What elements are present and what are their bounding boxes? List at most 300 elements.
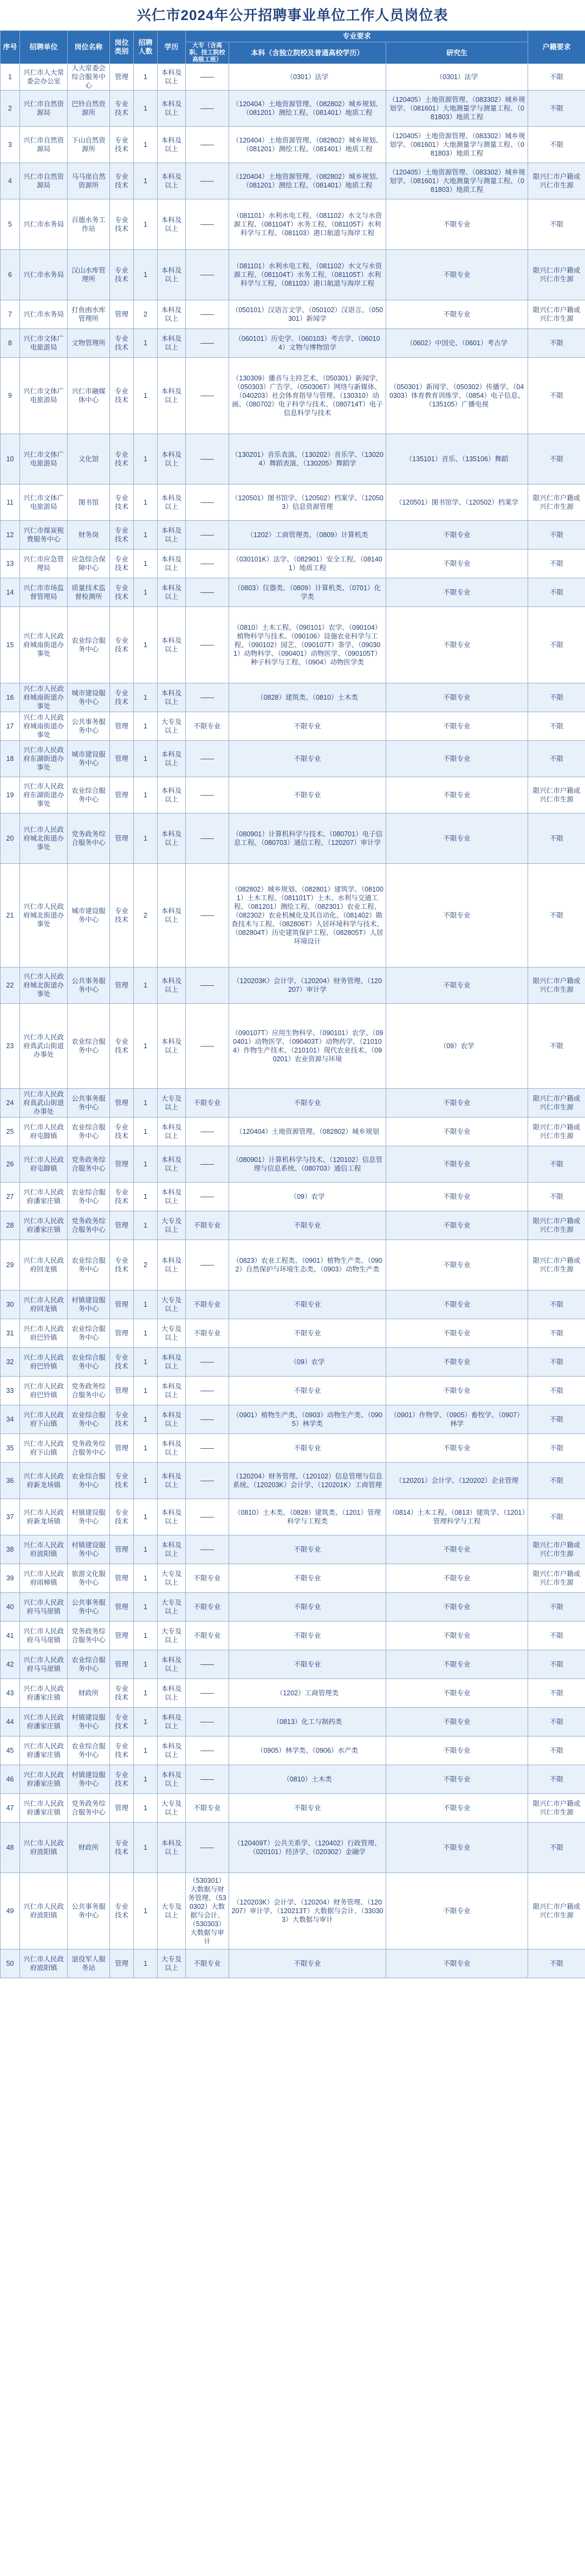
table-row	[1, 1405, 585, 1434]
row-benke: （0803）仪器类、（0809）计算机类、（0701）化学类	[229, 578, 386, 607]
row-edu: 本科及以上	[158, 1535, 186, 1564]
row-huji: 不限	[528, 607, 585, 683]
row-yanjiusheng: 不限专业	[386, 578, 528, 607]
row-benke: （0823）农业工程类、（0901）植物生产类、（0902）自然保护与环境生态类、（0903）动物生产类	[229, 1240, 386, 1290]
row-edu: 大专及以上	[158, 1873, 186, 1949]
row-huji: 限兴仁市户籍或兴仁市生源	[528, 1564, 585, 1593]
row-edu: 本科及以上	[158, 1183, 186, 1211]
table-row	[1, 1765, 585, 1794]
row-type: 专业技术	[110, 1004, 134, 1089]
row-edu: 本科及以上	[158, 127, 186, 163]
row-post: 党务政务综合服务中心	[68, 1794, 110, 1823]
row-huji: 限兴仁市户籍或兴仁市生源	[528, 1118, 585, 1146]
row-yanjiusheng: 不限专业	[386, 1564, 528, 1593]
row-dazhuan: ——	[186, 250, 229, 300]
table-row	[1, 741, 585, 777]
table-row	[1, 1622, 585, 1650]
row-yanjiusheng: 不限专业	[386, 1183, 528, 1211]
row-yanjiusheng: 不限专业	[386, 1736, 528, 1765]
row-type: 专业技术	[110, 1499, 134, 1535]
row-dazhuan: ——	[186, 1377, 229, 1405]
row-type: 专业技术	[110, 329, 134, 358]
row-edu: 本科及以上	[158, 91, 186, 127]
row-count: 1	[134, 1463, 158, 1499]
row-post: 农业综合服务中心	[68, 1405, 110, 1434]
row-edu: 本科及以上	[158, 864, 186, 967]
row-type: 管理	[110, 967, 134, 1004]
row-type: 管理	[110, 1211, 134, 1240]
row-unit: 兴仁市人民政府马马崖镇	[20, 1622, 68, 1650]
row-huji: 不限	[528, 1708, 585, 1736]
row-type: 专业技术	[110, 163, 134, 199]
row-huji: 不限	[528, 1622, 585, 1650]
row-benke: （09）农学	[229, 1348, 386, 1377]
row-huji: 不限	[528, 1183, 585, 1211]
row-type: 专业技术	[110, 1765, 134, 1794]
table-row	[1, 1146, 585, 1183]
table-row	[1, 1593, 585, 1622]
row-benke: （0905）林学类、（0906）水产类	[229, 1736, 386, 1765]
row-edu: 本科及以上	[158, 741, 186, 777]
positions-table	[0, 30, 585, 1978]
row-dazhuan: ——	[186, 434, 229, 485]
row-post: 农业综合服务中心	[68, 1004, 110, 1089]
table-row	[1, 1873, 585, 1949]
row-type: 专业技术	[110, 127, 134, 163]
row-edu: 大专及以上	[158, 1089, 186, 1118]
row-count: 1	[134, 777, 158, 814]
row-dazhuan: ——	[186, 91, 229, 127]
row-edu: 本科及以上	[158, 550, 186, 578]
header-unit: 招聘单位	[20, 31, 68, 64]
row-edu: 本科及以上	[158, 683, 186, 712]
row-type: 专业技术	[110, 1873, 134, 1949]
row-post: 财务岗	[68, 521, 110, 550]
row-dazhuan: 不限专业	[186, 1949, 229, 1978]
row-benke: 不限专业	[229, 1564, 386, 1593]
row-count: 1	[134, 1794, 158, 1823]
row-edu: 本科及以上	[158, 1679, 186, 1708]
row-huji: 不限	[528, 1319, 585, 1348]
row-dazhuan: ——	[186, 814, 229, 864]
row-post: 农业综合服务中心	[68, 1650, 110, 1679]
row-benke: （120404）土地资源管理、（082802）城乡规划、（081201）测绘工程、（081401）地质工程	[229, 127, 386, 163]
row-post: 城市建设服务中心	[68, 741, 110, 777]
row-no: 38	[1, 1535, 20, 1564]
row-count: 2	[134, 864, 158, 967]
row-dazhuan: ——	[186, 578, 229, 607]
header-edu: 学历	[158, 31, 186, 64]
row-post: 人大常委会综合服务中心	[68, 64, 110, 91]
row-edu: 本科及以上	[158, 1146, 186, 1183]
row-unit: 兴仁市人民政府回龙镇	[20, 1240, 68, 1290]
row-benke: （120404）土地资源管理、（082802）城乡规划、（081201）测绘工程、（081401）地质工程	[229, 91, 386, 127]
table-row	[1, 683, 585, 712]
row-post: 城市建设服务中心	[68, 683, 110, 712]
row-benke: （09）农学	[229, 1183, 386, 1211]
row-no: 50	[1, 1949, 20, 1978]
row-post: 汉山水库管理所	[68, 250, 110, 300]
row-unit: 兴仁市人民政府巴铃镇	[20, 1319, 68, 1348]
row-post: 财政所	[68, 1823, 110, 1873]
row-dazhuan: ——	[186, 1240, 229, 1290]
row-yanjiusheng: 不限专业	[386, 1823, 528, 1873]
row-yanjiusheng: 不限专业	[386, 550, 528, 578]
row-post: 农业综合服务中心	[68, 1240, 110, 1290]
row-yanjiusheng: 不限专业	[386, 1679, 528, 1708]
row-no: 18	[1, 741, 20, 777]
row-huji: 不限	[528, 712, 585, 741]
row-dazhuan: 不限专业	[186, 1564, 229, 1593]
row-yanjiusheng: 不限专业	[386, 1146, 528, 1183]
row-type: 专业技术	[110, 1679, 134, 1708]
row-count: 2	[134, 300, 158, 329]
row-type: 管理	[110, 1319, 134, 1348]
table-row	[1, 1535, 585, 1564]
row-type: 管理	[110, 1146, 134, 1183]
row-no: 17	[1, 712, 20, 741]
row-unit: 兴仁市水务局	[20, 300, 68, 329]
row-huji: 限兴仁市户籍或兴仁市生源	[528, 1211, 585, 1240]
row-unit: 兴仁市人民政府巴铃镇	[20, 1377, 68, 1405]
row-no: 1	[1, 64, 20, 91]
row-no: 49	[1, 1873, 20, 1949]
row-unit: 兴仁市人民政府马马崖镇	[20, 1593, 68, 1622]
row-yanjiusheng: 不限专业	[386, 1708, 528, 1736]
row-unit: 兴仁市水务局	[20, 250, 68, 300]
row-type: 管理	[110, 1593, 134, 1622]
row-unit: 兴仁市人民政府城南街道办事处	[20, 683, 68, 712]
table-row	[1, 64, 585, 91]
table-row	[1, 607, 585, 683]
row-post: 村镇建设服务中心	[68, 1765, 110, 1794]
row-dazhuan: ——	[186, 329, 229, 358]
row-no: 15	[1, 607, 20, 683]
table-row	[1, 967, 585, 1004]
row-yanjiusheng: 不限专业	[386, 1211, 528, 1240]
row-huji: 不限	[528, 199, 585, 250]
row-yanjiusheng: 不限专业	[386, 607, 528, 683]
row-type: 管理	[110, 1434, 134, 1463]
row-huji: 不限	[528, 64, 585, 91]
row-benke: （0810）土木工程、（090101）农学、（090104）植物科学与技术、（090106）设施农业科学与工程、（090102）园艺、（090107T）茶学、（090301）动物科学、（090401）动物医学、（090105T）种子科学与工程、（0904）动物医学类	[229, 607, 386, 683]
row-type: 专业技术	[110, 1183, 134, 1211]
row-huji: 不限	[528, 550, 585, 578]
row-huji: 限兴仁市户籍或兴仁市生源	[528, 1794, 585, 1823]
row-dazhuan: ——	[186, 300, 229, 329]
table-row	[1, 1377, 585, 1405]
row-dazhuan: ——	[186, 358, 229, 434]
row-count: 1	[134, 1736, 158, 1765]
row-dazhuan: ——	[186, 1736, 229, 1765]
row-dazhuan: 不限专业	[186, 1319, 229, 1348]
row-post: 公共事务服务中心	[68, 967, 110, 1004]
row-count: 1	[134, 1348, 158, 1377]
row-benke: （050101）汉语言文学、（050102）汉语言、（050301）新闻学	[229, 300, 386, 329]
row-count: 1	[134, 1146, 158, 1183]
row-dazhuan: ——	[186, 1823, 229, 1873]
row-yanjiusheng: 不限专业	[386, 864, 528, 967]
row-count: 1	[134, 1650, 158, 1679]
row-edu: 大专及以上	[158, 1593, 186, 1622]
row-benke: 不限专业	[229, 1949, 386, 1978]
row-edu: 本科及以上	[158, 1708, 186, 1736]
row-benke: 不限专业	[229, 777, 386, 814]
row-edu: 本科及以上	[158, 1434, 186, 1463]
row-type: 管理	[110, 1377, 134, 1405]
row-type: 管理	[110, 741, 134, 777]
row-count: 1	[134, 1765, 158, 1794]
row-type: 管理	[110, 1622, 134, 1650]
row-type: 管理	[110, 1650, 134, 1679]
row-count: 1	[134, 1593, 158, 1622]
row-unit: 兴仁市人民政府屯脚镇	[20, 1118, 68, 1146]
row-benke: 不限专业	[229, 1434, 386, 1463]
row-edu: 本科及以上	[158, 1736, 186, 1765]
row-huji: 限兴仁市户籍或兴仁市生源	[528, 1240, 585, 1290]
row-benke: 不限专业	[229, 1622, 386, 1650]
row-yanjiusheng: 不限专业	[386, 741, 528, 777]
row-count: 1	[134, 329, 158, 358]
row-post: 马马崖自然资源所	[68, 163, 110, 199]
row-type: 专业技术	[110, 485, 134, 521]
row-unit: 兴仁市自然资源局	[20, 127, 68, 163]
row-unit: 兴仁市人民政府东湖街道办事处	[20, 777, 68, 814]
row-huji: 不限	[528, 1405, 585, 1434]
row-count: 1	[134, 1405, 158, 1434]
row-edu: 本科及以上	[158, 578, 186, 607]
row-yanjiusheng: 不限专业	[386, 300, 528, 329]
row-count: 1	[134, 1708, 158, 1736]
table-row	[1, 329, 585, 358]
row-edu: 本科及以上	[158, 1765, 186, 1794]
row-type: 专业技术	[110, 607, 134, 683]
table-row	[1, 814, 585, 864]
row-edu: 本科及以上	[158, 329, 186, 358]
row-huji: 不限	[528, 1949, 585, 1978]
row-yanjiusheng: （050301）新闻学、（050302）传播学、（040303）体育教育训练学、（0854）电子信息、（135105）广播电视	[386, 358, 528, 434]
row-edu: 本科及以上	[158, 199, 186, 250]
row-no: 43	[1, 1679, 20, 1708]
row-yanjiusheng: 不限专业	[386, 1089, 528, 1118]
row-post: 农业综合服务中心	[68, 1463, 110, 1499]
row-post: 公共事务服务中心	[68, 712, 110, 741]
row-dazhuan: ——	[186, 1146, 229, 1183]
row-no: 20	[1, 814, 20, 864]
row-benke: （090107T）应用生物科学、（090101）农学、（090401）动物医学、（090403T）动物药学、（210104）作物生产技术、（210101）现代农业技术、（090201）农业资源与环境	[229, 1004, 386, 1089]
row-edu: 本科及以上	[158, 64, 186, 91]
row-dazhuan: ——	[186, 1499, 229, 1535]
row-post: 巴铃自然资源所	[68, 91, 110, 127]
row-type: 专业技术	[110, 1348, 134, 1377]
row-count: 1	[134, 578, 158, 607]
row-yanjiusheng: 不限专业	[386, 967, 528, 1004]
row-count: 1	[134, 967, 158, 1004]
row-yanjiusheng: 不限专业	[386, 1650, 528, 1679]
row-count: 1	[134, 1949, 158, 1978]
row-dazhuan: ——	[186, 607, 229, 683]
row-no: 48	[1, 1823, 20, 1873]
row-no: 6	[1, 250, 20, 300]
row-dazhuan: ——	[186, 1405, 229, 1434]
row-huji: 限兴仁市户籍或兴仁市生源	[528, 967, 585, 1004]
row-type: 专业技术	[110, 1118, 134, 1146]
table-row	[1, 1118, 585, 1146]
row-huji: 不限	[528, 1650, 585, 1679]
row-no: 46	[1, 1765, 20, 1794]
row-unit: 兴仁市自然资源局	[20, 91, 68, 127]
row-dazhuan: ——	[186, 64, 229, 91]
row-benke: （081101）水利水电工程、（081102）水文与水资源工程、（081104T）水务工程、（081105T）水利科学与工程、（081103）港口航道与海岸工程	[229, 250, 386, 300]
row-dazhuan: ——	[186, 683, 229, 712]
row-count: 1	[134, 64, 158, 91]
row-unit: 兴仁市人民政府潘家庄镇	[20, 1736, 68, 1765]
row-dazhuan: ——	[186, 163, 229, 199]
row-type: 专业技术	[110, 1405, 134, 1434]
row-post: 农业综合服务中心	[68, 1183, 110, 1211]
row-yanjiusheng: 不限专业	[386, 521, 528, 550]
row-benke: （120409T）公共关系学、（120402）行政管理、（020101）经济学、（020302）金融学	[229, 1823, 386, 1873]
row-count: 1	[134, 814, 158, 864]
row-edu: 本科及以上	[158, 1650, 186, 1679]
table-row	[1, 864, 585, 967]
row-no: 47	[1, 1794, 20, 1823]
row-dazhuan: ——	[186, 1118, 229, 1146]
row-dazhuan: 不限专业	[186, 1794, 229, 1823]
row-unit: 兴仁市人民政府新龙场镇	[20, 1463, 68, 1499]
row-huji: 不限	[528, 814, 585, 864]
row-post: 应急综合保障中心	[68, 550, 110, 578]
row-count: 1	[134, 250, 158, 300]
row-edu: 本科及以上	[158, 1463, 186, 1499]
row-unit: 兴仁市人民政府潘家庄镇	[20, 1679, 68, 1708]
table-row	[1, 1434, 585, 1463]
row-dazhuan: ——	[186, 1183, 229, 1211]
row-no: 25	[1, 1118, 20, 1146]
row-unit: 兴仁市人民政府马马崖镇	[20, 1650, 68, 1679]
row-yanjiusheng: 不限专业	[386, 1535, 528, 1564]
row-huji: 不限	[528, 127, 585, 163]
header-post: 岗位名称	[68, 31, 110, 64]
row-no: 7	[1, 300, 20, 329]
row-benke: 不限专业	[229, 1211, 386, 1240]
row-benke: （030101K）法学、（082901）安全工程、（081401）地质工程	[229, 550, 386, 578]
row-benke: 不限专业	[229, 1319, 386, 1348]
row-edu: 大专及以上	[158, 1622, 186, 1650]
row-no: 9	[1, 358, 20, 434]
row-count: 1	[134, 1679, 158, 1708]
row-huji: 不限	[528, 1004, 585, 1089]
row-unit: 兴仁市自然资源局	[20, 163, 68, 199]
row-yanjiusheng: 不限专业	[386, 1949, 528, 1978]
row-dazhuan: 不限专业	[186, 1211, 229, 1240]
row-count: 1	[134, 1823, 158, 1873]
row-unit: 兴仁市人民政府潘家庄镇	[20, 1794, 68, 1823]
row-post: 退役军人服务站	[68, 1949, 110, 1978]
row-unit: 兴仁市应急管理局	[20, 550, 68, 578]
row-no: 39	[1, 1564, 20, 1593]
row-unit: 兴仁市人民政府城北街道办事处	[20, 814, 68, 864]
row-post: 农业综合服务中心	[68, 777, 110, 814]
row-edu: 本科及以上	[158, 1004, 186, 1089]
row-unit: 兴仁市人民政府巴铃镇	[20, 1348, 68, 1377]
row-edu: 本科及以上	[158, 1405, 186, 1434]
row-huji: 不限	[528, 1348, 585, 1377]
row-benke: （130201）音乐表演、（130202）音乐学、（130204）舞蹈表演、（130205）舞蹈学	[229, 434, 386, 485]
row-dazhuan: 不限专业	[186, 712, 229, 741]
header-huji: 户籍要求	[528, 31, 585, 64]
row-huji: 限兴仁市户籍或兴仁市生源	[528, 1535, 585, 1564]
row-count: 1	[134, 1873, 158, 1949]
table-row	[1, 199, 585, 250]
table-row	[1, 1240, 585, 1290]
row-count: 2	[134, 1240, 158, 1290]
row-no: 13	[1, 550, 20, 578]
row-post: 农业综合服务中心	[68, 1736, 110, 1765]
row-huji: 不限	[528, 434, 585, 485]
row-count: 1	[134, 1622, 158, 1650]
row-type: 管理	[110, 1089, 134, 1118]
row-benke: （081101）水利水电工程、（081102）水文与水资源工程、（081104T）水务工程、（081105T）水利科学与工程、（081103）港口航道与海岸工程	[229, 199, 386, 250]
header-dazhuan: 大专（含高职、技工院校高级工班）	[186, 42, 229, 64]
row-type: 专业技术	[110, 683, 134, 712]
row-yanjiusheng: 不限专业	[386, 1118, 528, 1146]
row-edu: 本科及以上	[158, 1499, 186, 1535]
row-no: 42	[1, 1650, 20, 1679]
row-type: 专业技术	[110, 358, 134, 434]
row-no: 21	[1, 864, 20, 967]
row-edu: 大专及以上	[158, 1564, 186, 1593]
row-edu: 本科及以上	[158, 163, 186, 199]
row-yanjiusheng: （135101）音乐、（135106）舞蹈	[386, 434, 528, 485]
row-yanjiusheng: （120405）土地资源管理、（083302）城乡规划学、（081601）大地测量学与测量工程、（081803）地质工程	[386, 127, 528, 163]
row-unit: 兴仁市人民政府城北街道办事处	[20, 967, 68, 1004]
row-post: 公共事务服务中心	[68, 1873, 110, 1949]
row-dazhuan: ——	[186, 967, 229, 1004]
row-yanjiusheng: （120501）图书馆学、（120502）档案学	[386, 485, 528, 521]
row-huji: 不限	[528, 1463, 585, 1499]
row-post: 党务政务综合服务中心	[68, 1377, 110, 1405]
row-unit: 兴仁市人民政府波阳镇	[20, 1873, 68, 1949]
row-post: 党务政务综合服务中心	[68, 1211, 110, 1240]
row-type: 管理	[110, 814, 134, 864]
row-type: 管理	[110, 300, 134, 329]
row-type: 专业技术	[110, 864, 134, 967]
row-huji: 不限	[528, 1823, 585, 1873]
row-unit: 兴仁市人民政府下山镇	[20, 1405, 68, 1434]
row-no: 28	[1, 1211, 20, 1240]
row-type: 专业技术	[110, 250, 134, 300]
row-benke: （1202）工商管理类、（0809）计算机类	[229, 521, 386, 550]
row-post: 村镇建设服务中心	[68, 1499, 110, 1535]
row-benke: 不限专业	[229, 1650, 386, 1679]
row-post: 党务政务综合服务中心	[68, 814, 110, 864]
table-row	[1, 777, 585, 814]
row-dazhuan: 不限专业	[186, 1622, 229, 1650]
row-post: 打鱼凼水库管理所	[68, 300, 110, 329]
row-dazhuan: ——	[186, 1650, 229, 1679]
row-no: 34	[1, 1405, 20, 1434]
row-no: 45	[1, 1736, 20, 1765]
row-type: 管理	[110, 1535, 134, 1564]
row-huji: 不限	[528, 1593, 585, 1622]
row-huji: 不限	[528, 1290, 585, 1319]
row-type: 管理	[110, 1949, 134, 1978]
row-edu: 本科及以上	[158, 434, 186, 485]
row-unit: 兴仁市人民政府真武山街道办事处	[20, 1089, 68, 1118]
row-post: 文化馆	[68, 434, 110, 485]
row-post: 兴仁市融媒体中心	[68, 358, 110, 434]
